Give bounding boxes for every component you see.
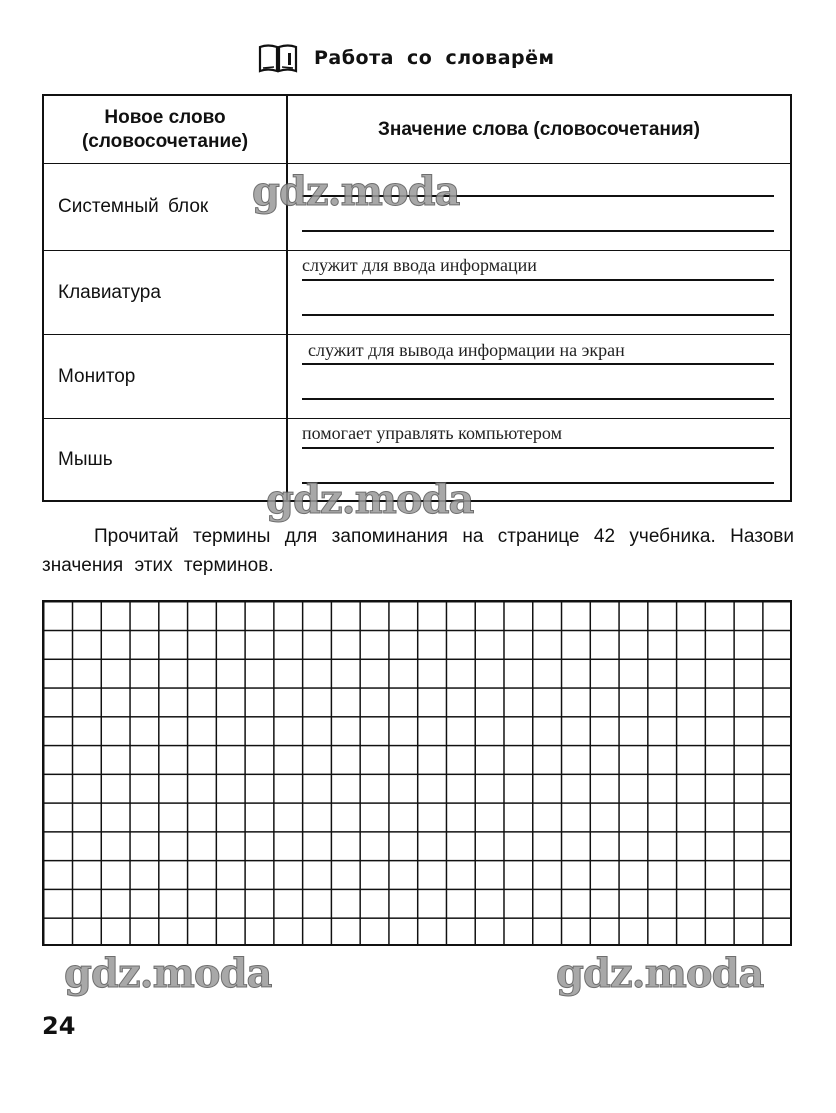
header-meaning: Значение слова (словосочетания) (378, 118, 700, 140)
section-title-text: Работа со словарём (314, 47, 555, 69)
section-title (258, 40, 555, 76)
answer-line[interactable] (302, 314, 774, 316)
table-header-row (44, 96, 790, 164)
vocabulary-table (42, 94, 792, 502)
answer-text[interactable]: служит для вывода информации на экран (308, 340, 625, 360)
column-divider (286, 251, 288, 334)
answer-line[interactable] (302, 230, 774, 232)
watermark: gdz.moda (266, 476, 474, 523)
answer-text[interactable]: служит для ввода информации (302, 255, 537, 275)
table-row (44, 251, 790, 335)
watermark: gdz.moda (64, 950, 272, 997)
page-number: 24 (42, 1012, 76, 1040)
term-cell: Монитор (58, 365, 136, 387)
watermark: gdz.moda (556, 950, 764, 997)
header-term: Новое слово (словосочетание) (81, 106, 249, 152)
answer-line[interactable] (302, 279, 774, 281)
table-row (44, 335, 790, 419)
book-icon (258, 43, 298, 73)
term-cell: Мышь (58, 448, 113, 470)
answer-line[interactable] (302, 398, 774, 400)
watermark: gdz.moda (252, 168, 460, 215)
writing-grid[interactable] (42, 600, 792, 946)
column-divider (286, 335, 288, 418)
answer-text[interactable]: помогает управлять компьютером (302, 423, 562, 443)
term-cell: Клавиатура (58, 281, 161, 303)
answer-line[interactable] (302, 363, 774, 365)
instruction-text: Прочитай термины для запоминания на странице 42 учебника. Назови значения этих терминов. (42, 526, 794, 576)
answer-line[interactable] (302, 447, 774, 449)
term-cell: Системный блок (58, 196, 209, 217)
